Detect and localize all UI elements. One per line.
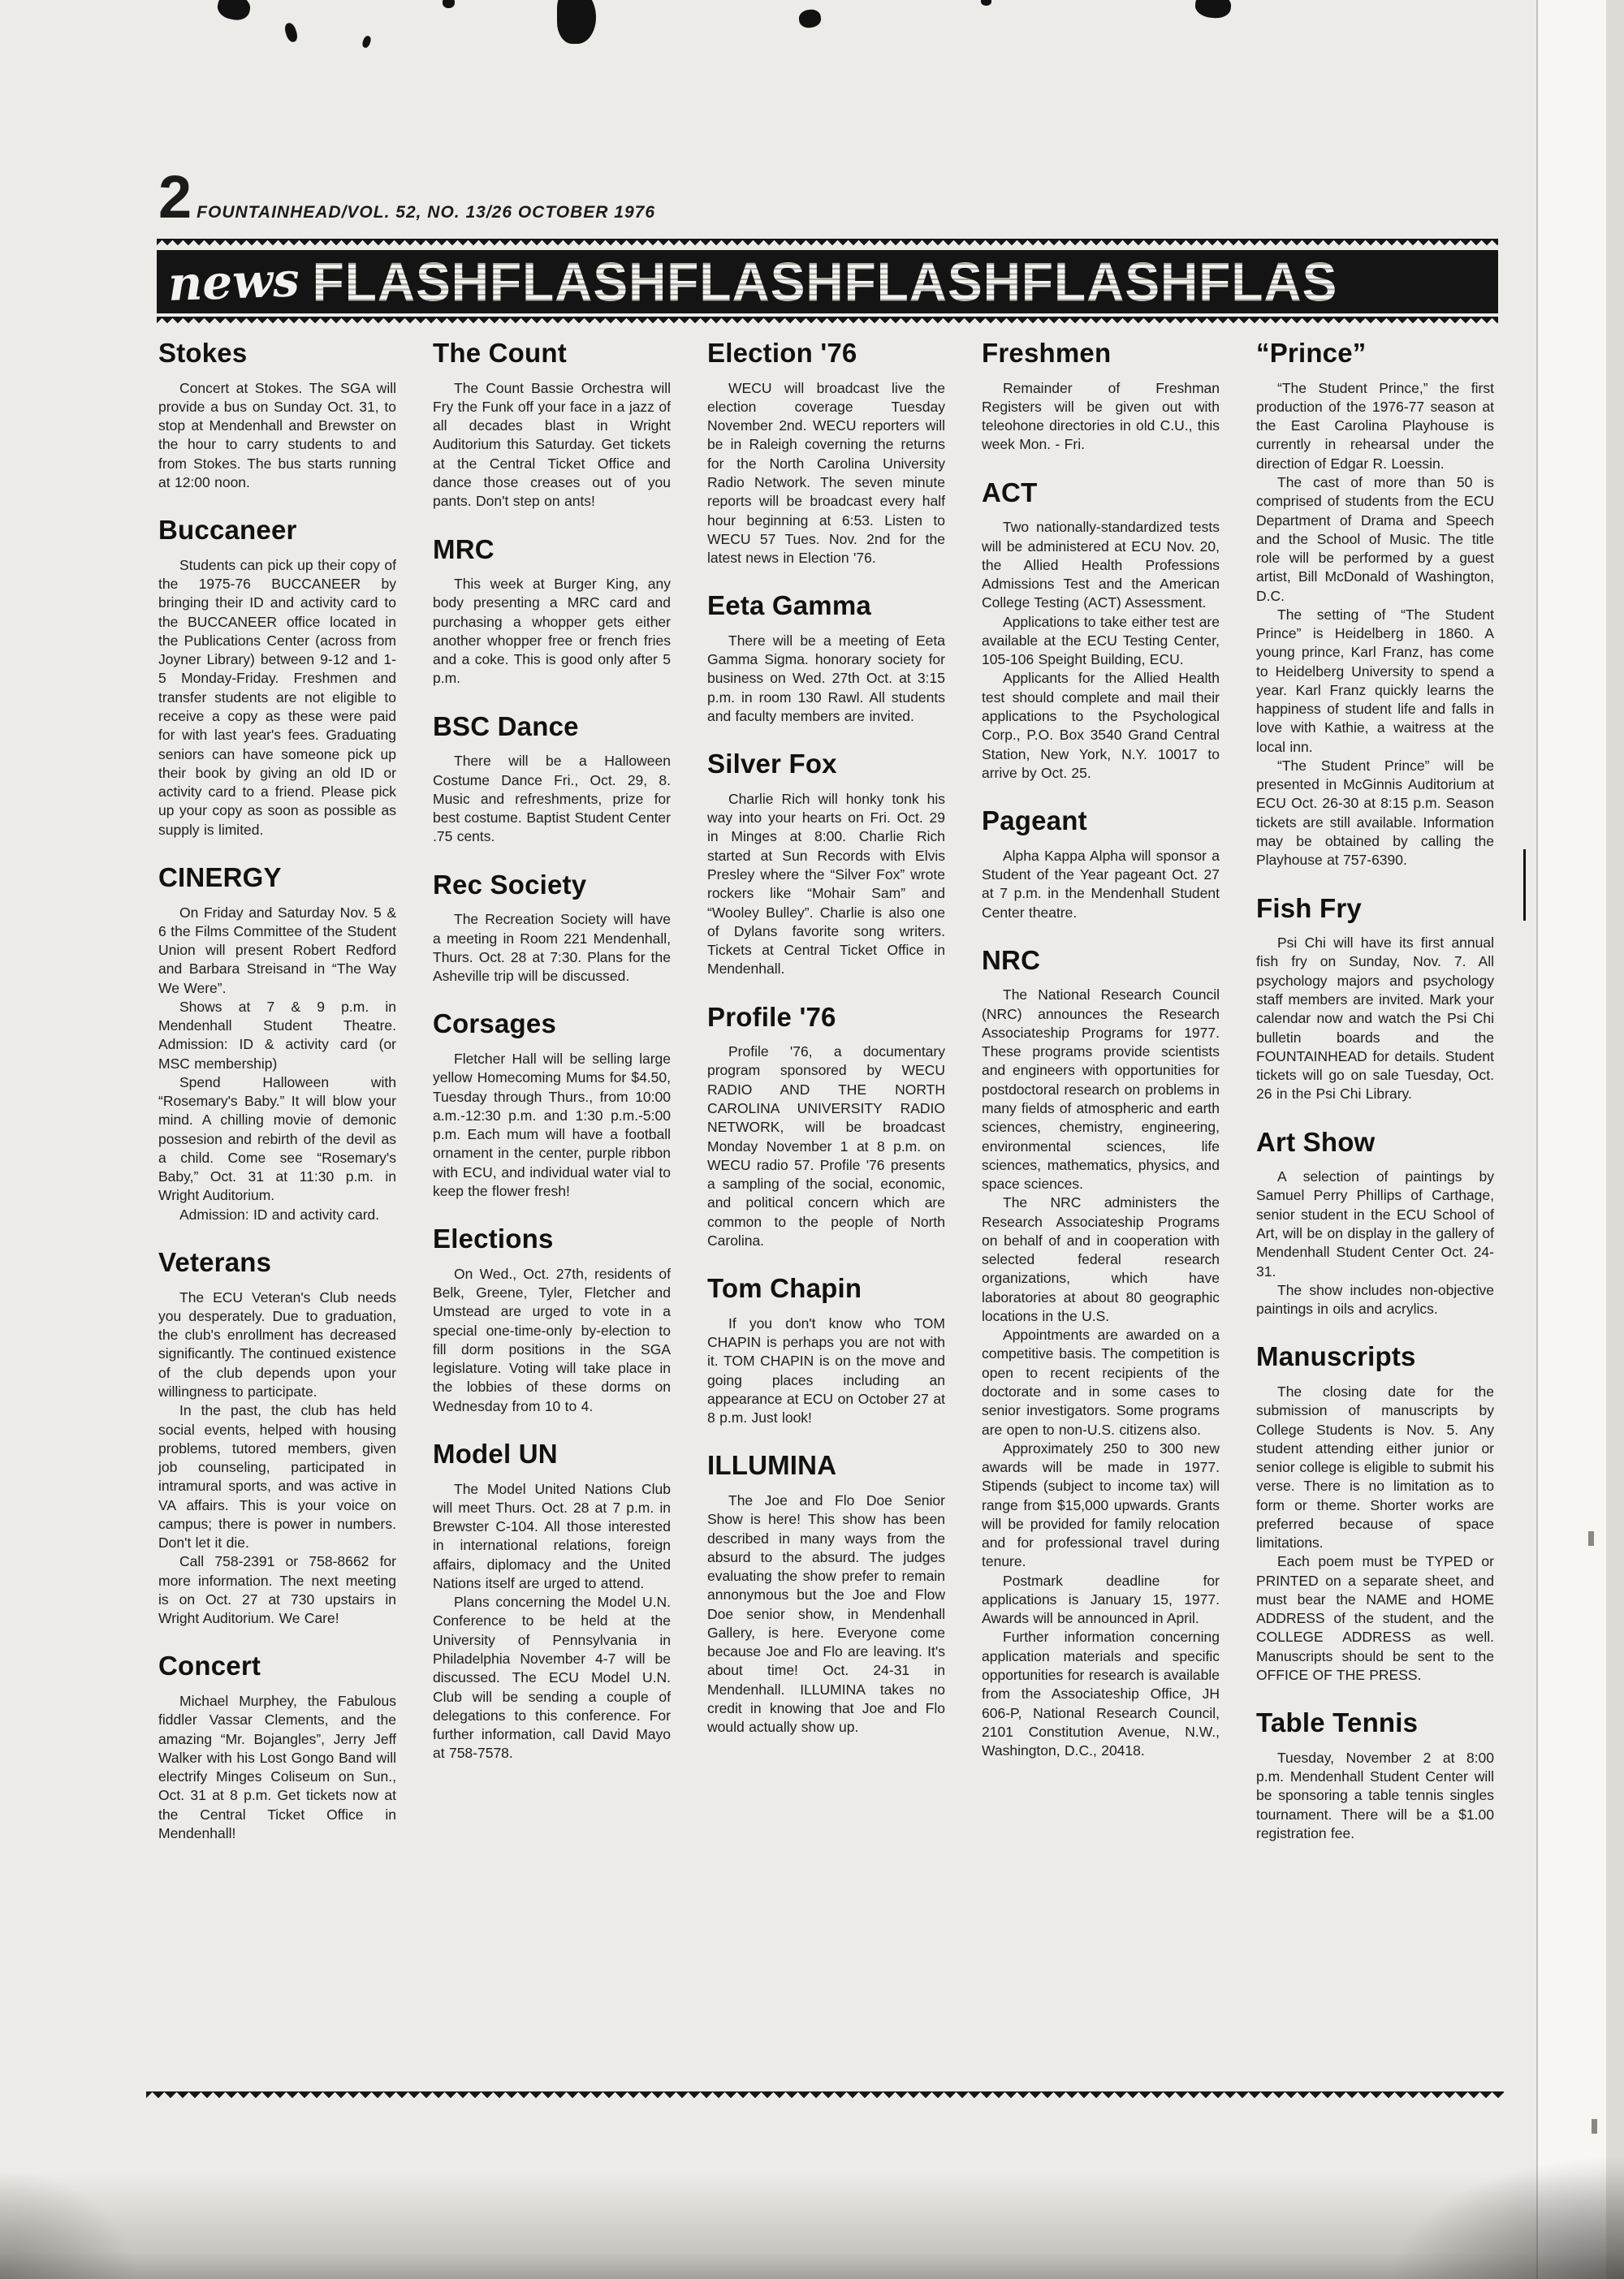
- news-article: [982, 944, 1220, 1761]
- news-article: [158, 861, 396, 1224]
- article-headline: ACT: [982, 477, 1038, 507]
- scan-shadow: [0, 2149, 162, 2279]
- article-headline: Art Show: [1256, 1126, 1376, 1157]
- article-paragraph: This week at Burger King, any body presenting a MRC card and purchasing a whopper gets either another whopper free or french fries and a coke. This is good only after 5 p.m.: [433, 576, 671, 687]
- article-headline: Veterans: [158, 1247, 272, 1278]
- article-headline: Freshmen: [982, 338, 1112, 368]
- news-article: [1256, 1343, 1494, 1685]
- news-column-4: [982, 339, 1220, 1785]
- article-paragraph: The ECU Veteran's Club needs you desperately. Due to graduation, the club's enrollment has decreased significantly. The continued existence of the club depends upon your willingness to participate.: [158, 1288, 396, 1400]
- article-headline: MRC: [433, 533, 495, 564]
- news-article: [433, 339, 671, 511]
- scan-artifact: [443, 0, 455, 8]
- news-article: [433, 1225, 671, 1416]
- scan-artifact: [1592, 2119, 1597, 2134]
- article-paragraph: Two nationally-standardized tests will be administered at ECU Nov. 20, the Allied Health Professions Admissions Test and the American College Testing (ACT) Assessment.: [982, 519, 1220, 611]
- article-headline: Buccaneer: [158, 515, 297, 546]
- article-paragraph: There will be a meeting of Eeta Gamma Sigma. honorary society for business on Wed. 27th Oct. at 3:15 p.m. in room 130 Rawl. All students and faculty members are invited.: [707, 632, 945, 724]
- article-paragraph: Each poem must be TYPED or PRINTED on a separate sheet, and must bear the NAME and HOME ADDRESS of the student, and the COLLEGE ADDRESS as well. Manuscripts should be sent to the OFFICE OF THE PRESS.: [1256, 1553, 1494, 1683]
- news-article: [1256, 339, 1494, 870]
- article-headline: Table Tennis: [1256, 1707, 1419, 1738]
- article-paragraph: On Wed., Oct. 27th, residents of Belk, Greene, Tyler, Fletcher and Umstead are urged to vote in a special one-time-only by-election to fill dorm positions in the SGA legislature. Voting will take place in the lobbies of these dorms on Wednesday from 10 to 4.: [433, 1265, 671, 1414]
- decorative-wavy-rule: [157, 317, 1498, 326]
- scan-artifact: [361, 35, 373, 49]
- article-paragraph: Remainder of Freshman Registers will be given out with teleohone directories in old C.U., this week Mon. - Fri.: [982, 379, 1220, 453]
- news-article: [433, 1010, 671, 1201]
- flash-banner-text: FLASHFLASHFLASHFLASHFLASHFLAS: [313, 254, 1487, 309]
- article-headline: Fish Fry: [1256, 892, 1362, 923]
- article-paragraph: Applications to take either test are available at the ECU Testing Center, 105-106 Speight Building, ECU.: [982, 613, 1220, 668]
- article-paragraph: Admission: ID and activity card.: [179, 1206, 380, 1223]
- news-article: [707, 1275, 945, 1427]
- news-article: [707, 592, 945, 726]
- page-number: 2: [158, 163, 191, 231]
- article-paragraph: Call 758-2391 or 758-8662 for more information. The next meeting is on Oct. 27 at 730 upstairs in Wright Auditorium. We Care!: [158, 1553, 396, 1627]
- news-article: [982, 479, 1220, 783]
- news-article: [707, 750, 945, 978]
- scan-artifact: [1588, 1531, 1594, 1546]
- article-headline: BSC Dance: [433, 710, 579, 741]
- masthead-text: FOUNTAINHEAD/VOL. 52, NO. 13/26 OCTOBER 1976: [197, 203, 656, 222]
- scan-artifact: [798, 8, 823, 29]
- article-paragraph: Appointments are awarded on a competitive basis. The competition is open to recent recipients of the doctorate and in some cases to senior investigators. Some programs are open to non-U.S. citizens also.: [982, 1327, 1220, 1438]
- article-headline: NRC: [982, 944, 1041, 975]
- article-headline: Election '76: [707, 338, 857, 368]
- article-paragraph: Tuesday, November 2 at 8:00 p.m. Mendenhall Student Center will be sponsoring a table tennis singles tournament. There will be a $1.00 registration fee.: [1256, 1749, 1494, 1841]
- news-article: [158, 516, 396, 840]
- news-article: [707, 1452, 945, 1737]
- article-headline: Manuscripts: [1256, 1341, 1416, 1372]
- news-column-1: [158, 339, 396, 1867]
- article-paragraph: Profile '76, a documentary program sponsored by WECU RADIO AND THE NORTH CAROLINA UNIVERSITY RADIO NETWORK, will be broadcast Monday November 1 at 8 p.m. on WECU radio 57. Profile '76 presents a sampling of the social, economic, and political concern which are common to the people of North Carolina.: [707, 1043, 945, 1249]
- article-paragraph: Alpha Kappa Alpha will sponsor a Student of the Year pageant Oct. 27 at 7 p.m. in the Mendenhall Student Center theatre.: [982, 847, 1220, 921]
- article-paragraph: Further information concerning application materials and specific opportunities for research is available from the Associateship Office, JH 606-P, National Research Council, 2101 Constitution Avenue, N.W., Washington, D.C., 20418.: [982, 1629, 1220, 1759]
- article-paragraph: The show includes non-objective paintings in oils and acrylics.: [1256, 1281, 1494, 1318]
- decorative-wavy-rule: [157, 239, 1498, 248]
- article-paragraph: The Joe and Flo Doe Senior Show is here! This show has been described in many ways from the absurd to the absurd. The judges evaluating the show prefer to remain annonymous but the Joe and Flow Doe senior show, in Mendenhall Gallery, is here. Everyone come because Joe and Flo are leaving. It's about time! Oct. 24-31 in Mendenhall. ILLUMINA takes no credit in knowing that Joe and Flo would actually show up.: [707, 1492, 945, 1736]
- scan-artifact: [981, 0, 991, 6]
- article-paragraph: A selection of paintings by Samuel Perry Phillips of Carthage, senior student in the ECU School of Art, will be on display in the gallery of Mendenhall Student Center Oct. 24-31.: [1256, 1168, 1494, 1280]
- page-right-edge: [1536, 0, 1608, 2279]
- article-paragraph: In the past, the club has held social events, helped with housing problems, tutored members, given job counseling, participated in intramural sports, and was active in VA affairs. This is your voice on campus; there is power in numbers. Don't let it die.: [158, 1402, 396, 1552]
- news-article: [1256, 1709, 1494, 1843]
- article-paragraph: Charlie Rich will honky tonk his way into your hearts on Fri. Oct. 29 in Minges at 8:00. Charlie Rich started at Sun Records with Elvis Presley where the “Silver Fox” wrote rockers like “Mohair Sam” and “Wooley Bulley”. Charlie is also one of Dylans favorite song writers. Tickets at Central Ticket Office in Mendenhall.: [707, 790, 945, 978]
- article-paragraph: Postmark deadline for applications is January 15, 1977. Awards will be announced in April.: [982, 1572, 1220, 1627]
- news-column-2: [433, 339, 671, 1788]
- article-paragraph: “The Student Prince,” the first production of the 1976-77 season at the East Carolina Playhouse is currently in rehearsal under the direction of Edgar R. Loessin.: [1256, 379, 1494, 472]
- news-article: [433, 1440, 671, 1763]
- article-paragraph: On Friday and Saturday Nov. 5 & 6 the Films Committee of the Student Union will present Robert Redford and Barbara Streisand in “The Way We Were”.: [158, 904, 396, 996]
- news-column-3: [707, 339, 945, 1761]
- news-flash-banner: [157, 250, 1498, 313]
- article-paragraph: Applicants for the Allied Health test should complete and mail their applications to the Psychological Corp., P.O. Box 3540 Grand Central Station, New York, N.Y. 10017 to arrive by Oct. 25.: [982, 670, 1220, 781]
- article-headline: “Prince”: [1256, 338, 1367, 368]
- article-paragraph: The setting of “The Student Prince” is Heidelberg in 1860. A young prince, Karl Franz, has come to Heidelberg University to spend a year. Karl Franz quickly learns the happiness of student life and falls in love with Kathie, a waitress at the local inn.: [1256, 606, 1494, 755]
- article-paragraph: Shows at 7 & 9 p.m. in Mendenhall Student Theatre. Admission: ID & activity card (or MSC membership): [158, 998, 396, 1072]
- scan-artifact: [215, 0, 252, 23]
- scan-artifact: [283, 22, 300, 44]
- article-paragraph: The closing date for the submission of manuscripts by College Students is Nov. 5. Any student attending either junior or senior college is eligible to submit his verse. There is no limitation as to form or theme. Shorter works are preferred because of space limitations.: [1256, 1383, 1494, 1552]
- article-paragraph: The National Research Council (NRC) announces the Research Associateship Programs for 1977. These programs provide scientists and engineers with opportunities for postdoctoral research on problems in many fields of atmospheric and earth sciences, chemistry, engineering, environmental sciences, life sciences, mathematics, physics, and space sciences.: [982, 986, 1220, 1193]
- article-paragraph: “The Student Prince” will be presented in McGinnis Auditorium at ECU Oct. 26-30 at 8:15 p.m. Season tickets are still available. Information may be obtained by calling the Playhouse at 757-6390.: [1256, 757, 1494, 869]
- news-column-5: [1256, 339, 1494, 1867]
- article-paragraph: The cast of more than 50 is comprised of students from the ECU Department of Drama and Speech and the School of Music. The title role will be performed by a guest artist, Bill McDonald of Washington, D.C.: [1256, 473, 1494, 604]
- article-paragraph: Approximately 250 to 300 new awards will be made in 1977. Stipends (subject to income tax) will range from $15,000 upwards. Grants will be provided for family relocation and for professional travel during tenure.: [982, 1439, 1220, 1570]
- article-headline: Pageant: [982, 805, 1087, 836]
- news-article: [707, 1001, 945, 1251]
- article-headline: Tom Chapin: [707, 1273, 862, 1304]
- news-article: [158, 339, 396, 492]
- article-paragraph: Spend Halloween with “Rosemary's Baby.” It will blow your mind. A chilling movie of demonic possesion and rebirth of the devil as a child. Come see “Rosemary's Baby,” Oct. 31 at 11:30 p.m. in Wright Auditorium.: [158, 1073, 396, 1204]
- article-headline: Eeta Gamma: [707, 590, 871, 621]
- article-paragraph: Fletcher Hall will be selling large yellow Homecoming Mums for $4.50, Tuesday through Thurs., from 10:00 a.m.-12:30 p.m. and 1:30 p.m.-5:00 p.m. Each mum will have a football ornament in the center, purple ribbon with ECU, and individual water vial to keep the flower fresh!: [433, 1051, 671, 1199]
- news-columns: [158, 339, 1497, 1867]
- article-paragraph: There will be a Halloween Costume Dance Fri., Oct. 29, 8. Music and refreshments, prize for best costume. Baptist Student Center .75 cents.: [433, 753, 671, 845]
- article-headline: Silver Fox: [707, 749, 837, 779]
- article-paragraph: If you don't know who TOM CHAPIN is perhaps you are not with it. TOM CHAPIN is on the move and going places including an appearance at ECU on October 27 at 8 p.m. Just look!: [707, 1314, 945, 1427]
- article-paragraph: The Count Bassie Orchestra will Fry the Funk off your face in a jazz of all decades blast in Wright Auditorium this Saturday. Get tickets at the Central Ticket Office and dance those creases out of you pants. Don't step on ants!: [433, 379, 671, 510]
- article-paragraph: Concert at Stokes. The SGA will provide a bus on Sunday Oct. 31, to stop at Mendenhall and Brewster on the hour to carry students to and from Stokes. The bus starts running at 12:00 noon.: [158, 379, 396, 490]
- news-article: [433, 871, 671, 986]
- news-article: [707, 339, 945, 568]
- scan-artifact-line: [1523, 849, 1526, 921]
- article-paragraph: WECU will broadcast live the election coverage Tuesday November 2nd. WECU reporters will be in Raleigh coverning the returns for the North Carolina University Radio Network. The seven minute reports will be broadcast every half hour beginning at 6:53. Listen to WECU 57 Tues. Nov. 2nd for the latest news in Election '76.: [707, 379, 945, 567]
- article-headline: Concert: [158, 1651, 261, 1681]
- article-paragraph: Psi Chi will have its first annual fish fry on Sunday, Nov. 7. All psychology majors and psychology staff members are invited. Mark your calendar now and watch the Psi Chi bulletin boards and the FOUNTAINHEAD for details. Student tickets will go on sale Tuesday, Oct. 26 in the Psi Chi Library.: [1256, 934, 1494, 1103]
- news-article: [982, 339, 1220, 455]
- article-headline: Model UN: [433, 1438, 558, 1469]
- article-headline: Corsages: [433, 1008, 557, 1039]
- article-paragraph: The Model United Nations Club will meet Thurs. Oct. 28 at 7 p.m. in Brewster C-104. All those interested in international relations, foreign affairs, diplomacy and the United Nations itself are urged to attend.: [433, 1480, 671, 1591]
- article-headline: Elections: [433, 1224, 554, 1254]
- news-article: [433, 533, 671, 688]
- article-headline: CINERGY: [158, 861, 282, 892]
- scanner-background: [1606, 0, 1624, 2279]
- article-paragraph: The Recreation Society will have a meeting in Room 221 Mendenhall, Thurs. Oct. 28 at 7:30. Plans for the Asheville trip will be discussed.: [433, 911, 671, 985]
- article-paragraph: Students can pick up their copy of the 1975-76 BUCCANEER by bringing their ID and activity card to the BUCCANEER office located in the Publications Center (across from Joyner Library) between 9-12 and 1-5 Monday-Friday. Freshmen and transfer students are not eligible to receive a copy as these were paid for with last year's fees. Graduating seniors can have someone pick up their book by giving an old ID or activity card to a friend. Please pick up your copy as soon as possible as supply is limited.: [158, 556, 396, 838]
- news-logo: news: [166, 252, 300, 312]
- article-paragraph: Michael Murphey, the Fabulous fiddler Vassar Clements, and the amazing “Mr. Bojangles”, Jerry Jeff Walker with his Lost Gongo Band will electrify Minges Coliseum on Sun., Oct. 31 at 8 p.m. Get tickets now at the Central Ticket Office in Mendenhall!: [158, 1693, 396, 1841]
- scan-artifact: [557, 0, 596, 44]
- article-paragraph: The NRC administers the Research Associateship Programs on behalf of and in cooperation with selected federal research organizations, which have laboratories at about 80 geographic locations in the U.S.: [982, 1194, 1220, 1324]
- scan-shadow: [1348, 2133, 1624, 2279]
- news-article: [1256, 892, 1494, 1104]
- decorative-wavy-rule: [146, 2091, 1504, 2103]
- article-headline: Rec Society: [433, 869, 587, 900]
- article-headline: Profile '76: [707, 1001, 836, 1032]
- article-headline: Stokes: [158, 338, 248, 368]
- news-article: [158, 1249, 396, 1628]
- article-headline: The Count: [433, 338, 567, 368]
- news-article: [433, 710, 671, 847]
- news-article: [982, 807, 1220, 922]
- scan-artifact: [1194, 0, 1233, 19]
- news-article: [158, 1652, 396, 1843]
- news-article: [1256, 1126, 1494, 1319]
- masthead: [158, 163, 1497, 231]
- article-paragraph: Plans concerning the Model U.N. Conference to be held at the University of Pennsylvania in Philadelphia November 4-7 will be discussed. The ECU Model U.N. Club will be sending a couple of delegations to this conference. For further information, call David Mayo at 758-7578.: [433, 1594, 671, 1762]
- article-headline: ILLUMINA: [707, 1450, 837, 1481]
